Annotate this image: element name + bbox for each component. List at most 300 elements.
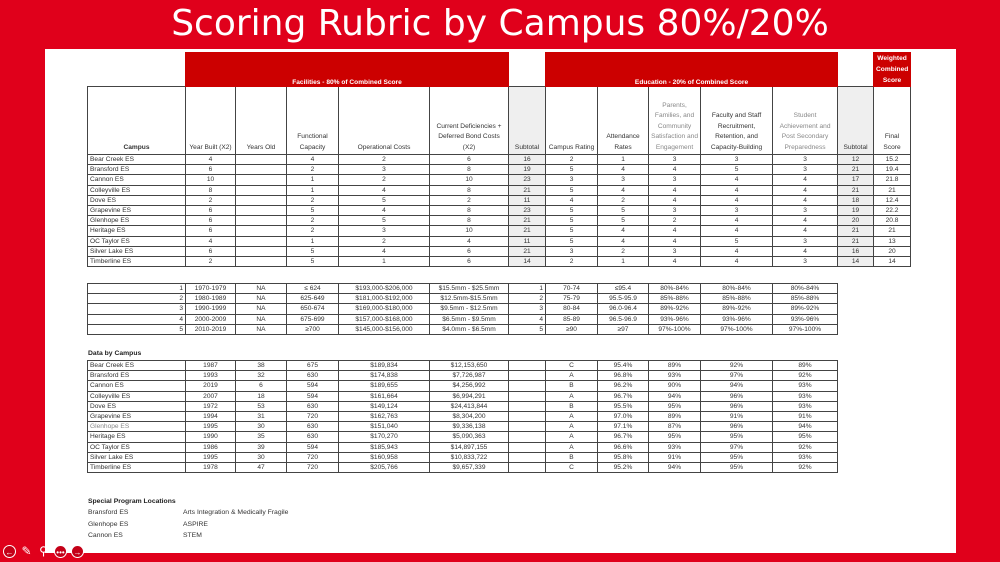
- score-cell: 2: [546, 155, 598, 165]
- score-cell: 18: [838, 195, 874, 205]
- score-cell: 5: [701, 236, 773, 246]
- special-programs-list: [88, 509, 288, 544]
- score-cell: [236, 216, 287, 226]
- score-cell: 14: [509, 256, 546, 266]
- score-cell: 3: [339, 165, 430, 175]
- scale-cell: 2: [88, 294, 186, 304]
- data-cell: 87%: [649, 422, 701, 432]
- scale-cell: 89%-92%: [701, 304, 773, 314]
- table-row: [88, 155, 911, 165]
- score-cell: [236, 256, 287, 266]
- forward-arrow-icon[interactable]: →: [71, 545, 84, 558]
- campus-name: Grapevine ES: [88, 205, 186, 215]
- data-cell: A: [546, 432, 598, 442]
- data-cell: 95.5%: [598, 401, 649, 411]
- slide-title: Scoring Rubric by Campus 80%/20%: [171, 3, 829, 44]
- column-header: Functional Capacity: [287, 87, 339, 155]
- data-cell: 95%: [701, 432, 773, 442]
- score-cell: 4: [339, 185, 430, 195]
- score-cell: 6: [430, 155, 509, 165]
- scale-cell: 2010-2019: [186, 324, 236, 334]
- data-cell: 94%: [649, 391, 701, 401]
- pen-icon[interactable]: ✎: [21, 544, 32, 558]
- data-cell: 630: [287, 422, 339, 432]
- data-cell: 18: [236, 391, 287, 401]
- data-cell: 91%: [649, 452, 701, 462]
- data-cell: [509, 432, 546, 442]
- table-row: [88, 401, 838, 411]
- scale-cell: 85%-88%: [773, 294, 838, 304]
- score-cell: 1: [287, 185, 339, 195]
- data-cell: 97%: [701, 371, 773, 381]
- campus-name: Grapevine ES: [88, 411, 186, 421]
- score-cell: 2: [186, 195, 236, 205]
- scale-cell: 80%-84%: [773, 284, 838, 294]
- scale-table: [87, 283, 838, 335]
- score-cell: 4: [649, 236, 701, 246]
- data-cell: [509, 361, 546, 371]
- campus-name: Heritage ES: [88, 226, 186, 236]
- data-cell: $161,664: [339, 391, 430, 401]
- list-item: [88, 509, 288, 521]
- data-cell: $189,834: [339, 361, 430, 371]
- data-cell: 93%: [773, 452, 838, 462]
- score-cell: 21.8: [874, 175, 911, 185]
- data-cell: 2019: [186, 381, 236, 391]
- data-cell: 47: [236, 462, 287, 472]
- score-cell: 19: [838, 205, 874, 215]
- program-name: Arts Integration & Medically Fragile: [183, 509, 289, 516]
- score-cell: 3: [773, 256, 838, 266]
- data-cell: $185,943: [339, 442, 430, 452]
- score-cell: 4: [649, 165, 701, 175]
- scale-cell: ≥97: [598, 324, 649, 334]
- data-cell: $7,726,987: [430, 371, 509, 381]
- table-row: [88, 256, 911, 266]
- campus-name: Glenhope ES: [88, 216, 186, 226]
- data-cell: B: [546, 401, 598, 411]
- scale-cell: $4.0mm - $6.5mm: [430, 324, 509, 334]
- program-campus: Bransford ES: [88, 509, 129, 516]
- score-cell: 5: [287, 205, 339, 215]
- score-cell: 10: [186, 175, 236, 185]
- table-row: [88, 432, 838, 442]
- data-cell: 89%: [649, 411, 701, 421]
- scale-cell: $12.5mm-$15.5mm: [430, 294, 509, 304]
- score-cell: 4: [598, 165, 649, 175]
- score-cell: 21: [509, 185, 546, 195]
- scale-cell: 70-74: [546, 284, 598, 294]
- data-cell: 95%: [773, 432, 838, 442]
- data-cell: A: [546, 442, 598, 452]
- data-cell: 93%: [773, 391, 838, 401]
- data-cell: 720: [287, 411, 339, 421]
- score-cell: 12: [838, 155, 874, 165]
- score-cell: 2: [287, 165, 339, 175]
- score-cell: 4: [701, 175, 773, 185]
- score-cell: 5: [339, 195, 430, 205]
- data-cell: $5,090,363: [430, 432, 509, 442]
- column-header: Final Score: [874, 87, 911, 155]
- data-by-campus-table: [87, 360, 838, 473]
- data-cell: $4,256,992: [430, 381, 509, 391]
- facilities-header: Facilities - 80% of Combined Score: [186, 53, 509, 87]
- score-cell: 3: [598, 175, 649, 185]
- scoring-table: [87, 52, 911, 267]
- score-cell: 1: [598, 155, 649, 165]
- more-icon[interactable]: •••: [54, 545, 67, 558]
- score-cell: 5: [287, 246, 339, 256]
- score-cell: 3: [773, 165, 838, 175]
- data-cell: 96.7%: [598, 432, 649, 442]
- scale-cell: 4: [509, 314, 546, 324]
- score-cell: 2: [287, 216, 339, 226]
- table-row: [88, 195, 911, 205]
- scale-cell: 650-674: [287, 304, 339, 314]
- data-cell: 95%: [649, 401, 701, 411]
- spreadsheet-slide: [45, 49, 956, 553]
- table-row: [88, 411, 838, 421]
- score-cell: 14: [874, 256, 911, 266]
- campus-name: Silver Lake ES: [88, 246, 186, 256]
- list-item: [88, 532, 288, 544]
- data-cell: 1990: [186, 432, 236, 442]
- score-cell: 5: [546, 185, 598, 195]
- score-cell: 10: [430, 226, 509, 236]
- scale-cell: 1980-1989: [186, 294, 236, 304]
- data-cell: [509, 391, 546, 401]
- score-cell: 5: [339, 216, 430, 226]
- scale-cell: 93%-96%: [649, 314, 701, 324]
- scale-cell: 85-89: [546, 314, 598, 324]
- scale-cell: 97%-100%: [701, 324, 773, 334]
- data-by-campus-label: Data by Campus: [88, 350, 142, 357]
- score-cell: 6: [430, 246, 509, 256]
- scale-cell: 2: [509, 294, 546, 304]
- scale-cell: 3: [88, 304, 186, 314]
- data-cell: 96%: [701, 422, 773, 432]
- data-cell: 31: [236, 411, 287, 421]
- score-cell: 4: [339, 205, 430, 215]
- data-cell: 91%: [773, 411, 838, 421]
- table-row: [88, 226, 911, 236]
- column-header: Campus Rating: [546, 87, 598, 155]
- table-row: [88, 205, 911, 215]
- score-cell: 4: [701, 246, 773, 256]
- data-cell: 97.0%: [598, 411, 649, 421]
- score-cell: [236, 175, 287, 185]
- presentation-toolbar: [3, 545, 84, 558]
- scale-cell: $15.5mm - $25.5mm: [430, 284, 509, 294]
- score-cell: 4: [701, 256, 773, 266]
- data-cell: 594: [287, 391, 339, 401]
- program-name: STEM: [183, 532, 202, 539]
- scale-cell: 5: [509, 324, 546, 334]
- data-cell: 1994: [186, 411, 236, 421]
- score-cell: 3: [701, 205, 773, 215]
- data-cell: 93%: [649, 371, 701, 381]
- table-row: [88, 462, 838, 472]
- score-cell: 4: [546, 195, 598, 205]
- data-cell: 97.1%: [598, 422, 649, 432]
- data-cell: 96.8%: [598, 371, 649, 381]
- data-cell: 630: [287, 401, 339, 411]
- score-cell: 4: [598, 226, 649, 236]
- table-row: [88, 442, 838, 452]
- column-header: Subtotal: [509, 87, 546, 155]
- score-cell: 4: [773, 195, 838, 205]
- score-cell: 4: [773, 226, 838, 236]
- data-cell: 95.4%: [598, 361, 649, 371]
- score-cell: 4: [701, 185, 773, 195]
- score-cell: 15.2: [874, 155, 911, 165]
- scale-cell: $6.5mm - $9.5mm: [430, 314, 509, 324]
- data-cell: $162,763: [339, 411, 430, 421]
- data-cell: 630: [287, 432, 339, 442]
- education-header: Education - 20% of Combined Score: [546, 53, 838, 87]
- data-cell: 6: [236, 381, 287, 391]
- score-cell: 4: [701, 226, 773, 236]
- campus-name: Bransford ES: [88, 371, 186, 381]
- scale-cell: 625-649: [287, 294, 339, 304]
- scale-cell: 93%-96%: [773, 314, 838, 324]
- scale-cell: ≤95.4: [598, 284, 649, 294]
- score-cell: [236, 246, 287, 256]
- score-cell: 3: [546, 246, 598, 256]
- campus-name: Glenhope ES: [88, 422, 186, 432]
- score-cell: 6: [186, 205, 236, 215]
- column-header: Years Old: [236, 87, 287, 155]
- scale-cell: $169,000-$180,000: [339, 304, 430, 314]
- scale-cell: 96.5-96.9: [598, 314, 649, 324]
- campus-name: Colleyville ES: [88, 185, 186, 195]
- program-campus: Cannon ES: [88, 532, 123, 539]
- data-cell: 96.7%: [598, 391, 649, 401]
- column-header: Campus: [88, 87, 186, 155]
- data-cell: 93%: [649, 442, 701, 452]
- table-row: [88, 284, 838, 294]
- data-cell: 92%: [701, 361, 773, 371]
- data-cell: B: [546, 381, 598, 391]
- scale-cell: 95.5-95.9: [598, 294, 649, 304]
- back-arrow-icon[interactable]: ←: [3, 545, 16, 558]
- scale-cell: NA: [236, 284, 287, 294]
- scale-cell: NA: [236, 324, 287, 334]
- column-header: Faculty and Staff Recruitment, Retention, and Capacity-Building: [701, 87, 773, 155]
- column-header: Subtotal: [838, 87, 874, 155]
- data-cell: 2007: [186, 391, 236, 401]
- score-cell: 21: [874, 226, 911, 236]
- score-cell: 8: [430, 185, 509, 195]
- data-cell: $174,838: [339, 371, 430, 381]
- score-cell: 22.2: [874, 205, 911, 215]
- list-item: [88, 521, 288, 533]
- table-row: [88, 246, 911, 256]
- score-cell: 16: [509, 155, 546, 165]
- data-cell: $12,153,650: [430, 361, 509, 371]
- score-cell: 6: [186, 165, 236, 175]
- data-cell: $10,833,722: [430, 452, 509, 462]
- data-cell: 95%: [649, 432, 701, 442]
- score-cell: 5: [546, 226, 598, 236]
- scale-cell: 96.0-96.4: [598, 304, 649, 314]
- score-cell: 5: [598, 216, 649, 226]
- score-cell: 21: [874, 185, 911, 195]
- data-cell: 92%: [773, 371, 838, 381]
- campus-name: Cannon ES: [88, 175, 186, 185]
- score-cell: 4: [649, 226, 701, 236]
- scale-cell: 5: [88, 324, 186, 334]
- table-row: [88, 236, 911, 246]
- program-campus: Glenhope ES: [88, 520, 129, 528]
- score-cell: 1: [598, 256, 649, 266]
- data-cell: 594: [287, 442, 339, 452]
- data-cell: 594: [287, 381, 339, 391]
- data-cell: $189,655: [339, 381, 430, 391]
- data-cell: 1972: [186, 401, 236, 411]
- score-cell: 3: [701, 155, 773, 165]
- scale-cell: ≥90: [546, 324, 598, 334]
- data-cell: $149,124: [339, 401, 430, 411]
- table-row: [88, 175, 911, 185]
- score-cell: 4: [598, 236, 649, 246]
- campus-name: Bear Creek ES: [88, 155, 186, 165]
- data-cell: A: [546, 411, 598, 421]
- data-cell: 39: [236, 442, 287, 452]
- scale-cell: $9.5mm - $12.5mm: [430, 304, 509, 314]
- scale-cell: ≤ 624: [287, 284, 339, 294]
- score-cell: 21: [509, 226, 546, 236]
- scale-cell: 93%-96%: [701, 314, 773, 324]
- scale-cell: 89%-92%: [649, 304, 701, 314]
- score-cell: 2: [430, 195, 509, 205]
- score-cell: 21: [509, 216, 546, 226]
- table-row: [88, 185, 911, 195]
- scale-cell: 85%-88%: [649, 294, 701, 304]
- scale-cell: ≥700: [287, 324, 339, 334]
- campus-name: Colleyville ES: [88, 391, 186, 401]
- data-cell: 89%: [773, 361, 838, 371]
- table-row: [88, 422, 838, 432]
- score-cell: 13: [874, 236, 911, 246]
- scale-cell: $193,000-$206,000: [339, 284, 430, 294]
- data-cell: 93%: [773, 381, 838, 391]
- score-cell: 23: [509, 175, 546, 185]
- special-programs-label: Special Program Locations: [88, 498, 176, 505]
- score-cell: 3: [773, 236, 838, 246]
- score-cell: 17: [838, 175, 874, 185]
- data-cell: 95%: [701, 462, 773, 472]
- campus-name: Timberline ES: [88, 462, 186, 472]
- data-cell: 94%: [701, 381, 773, 391]
- data-cell: 89%: [649, 361, 701, 371]
- data-cell: 32: [236, 371, 287, 381]
- table-row: [88, 452, 838, 462]
- score-cell: 23: [509, 205, 546, 215]
- score-cell: 20: [838, 216, 874, 226]
- data-cell: 675: [287, 361, 339, 371]
- data-cell: 30: [236, 452, 287, 462]
- data-cell: [509, 401, 546, 411]
- data-cell: 1986: [186, 442, 236, 452]
- campus-name: Dove ES: [88, 195, 186, 205]
- data-cell: $6,994,291: [430, 391, 509, 401]
- campus-name: Cannon ES: [88, 381, 186, 391]
- score-cell: 3: [649, 246, 701, 256]
- score-cell: 5: [701, 165, 773, 175]
- data-cell: 1987: [186, 361, 236, 371]
- data-cell: 38: [236, 361, 287, 371]
- data-cell: 95.8%: [598, 452, 649, 462]
- scale-cell: 75-79: [546, 294, 598, 304]
- scale-cell: $181,000-$192,000: [339, 294, 430, 304]
- zoom-icon[interactable]: ⚲: [39, 544, 48, 558]
- score-cell: 2: [598, 246, 649, 256]
- column-header: Student Achievement and Post Secondary Preparedness: [773, 87, 838, 155]
- data-cell: 1993: [186, 371, 236, 381]
- data-cell: $14,897,155: [430, 442, 509, 452]
- data-cell: 53: [236, 401, 287, 411]
- table-row: [88, 324, 838, 334]
- score-cell: [236, 195, 287, 205]
- data-cell: C: [546, 462, 598, 472]
- score-cell: 21: [838, 185, 874, 195]
- score-cell: 6: [186, 246, 236, 256]
- score-cell: 11: [509, 236, 546, 246]
- data-cell: 630: [287, 371, 339, 381]
- table-row: [88, 314, 838, 324]
- score-cell: 1: [287, 175, 339, 185]
- data-cell: 1995: [186, 422, 236, 432]
- scale-cell: 4: [88, 314, 186, 324]
- score-cell: 4: [701, 216, 773, 226]
- score-cell: 21: [838, 236, 874, 246]
- score-cell: [236, 205, 287, 215]
- table-row: [88, 381, 838, 391]
- score-cell: 2: [339, 175, 430, 185]
- score-cell: 5: [598, 205, 649, 215]
- score-cell: 8: [430, 165, 509, 175]
- data-cell: [509, 462, 546, 472]
- data-cell: 720: [287, 462, 339, 472]
- score-cell: 4: [649, 185, 701, 195]
- data-cell: 91%: [701, 411, 773, 421]
- score-cell: 11: [509, 195, 546, 205]
- score-cell: 5: [287, 256, 339, 266]
- data-cell: 94%: [649, 462, 701, 472]
- data-cell: $160,958: [339, 452, 430, 462]
- table-row: [88, 294, 838, 304]
- weighted-combined-header: Weighted Combined Score: [874, 53, 911, 87]
- score-cell: 5: [546, 216, 598, 226]
- data-cell: 95.2%: [598, 462, 649, 472]
- data-cell: C: [546, 361, 598, 371]
- data-cell: $151,040: [339, 422, 430, 432]
- data-cell: 93%: [773, 401, 838, 411]
- data-cell: $8,304,200: [430, 411, 509, 421]
- score-cell: 4: [598, 185, 649, 195]
- score-cell: 4: [287, 155, 339, 165]
- table-row: [88, 304, 838, 314]
- scale-cell: NA: [236, 294, 287, 304]
- scale-cell: 97%-100%: [649, 324, 701, 334]
- campus-name: Dove ES: [88, 401, 186, 411]
- score-cell: 20: [874, 246, 911, 256]
- program-name: ASPIRE: [183, 520, 208, 528]
- score-cell: 2: [287, 195, 339, 205]
- campus-name: OC Taylor ES: [88, 236, 186, 246]
- data-cell: [509, 442, 546, 452]
